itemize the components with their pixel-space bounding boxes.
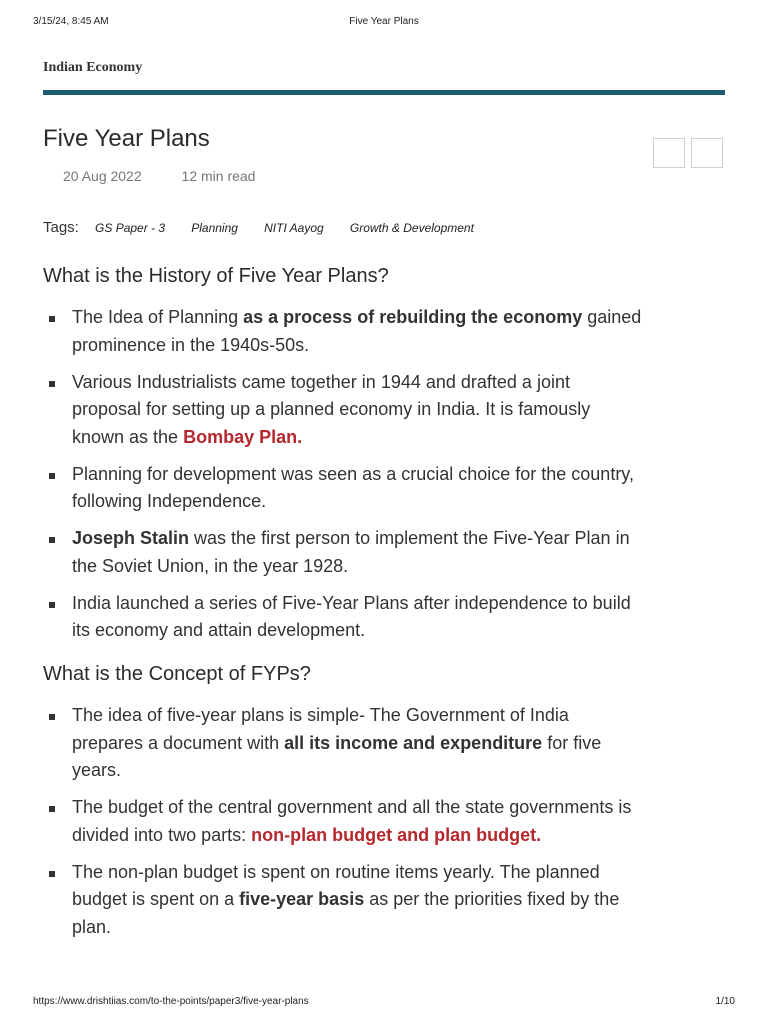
page-title: Five Year Plans	[43, 125, 210, 152]
bullet-marker	[49, 537, 55, 543]
share-button[interactable]	[691, 138, 723, 168]
section-divider	[43, 90, 725, 95]
list-item	[43, 702, 643, 785]
text-segment: was the first person to implement the Five-Year Plan in the Soviet Union, in the year 1928.	[72, 528, 630, 576]
list-item	[43, 859, 643, 942]
highlight-text: Bombay Plan.	[183, 426, 303, 447]
bold-text: Joseph Stalin	[72, 528, 190, 548]
history-list	[43, 304, 643, 654]
list-item	[43, 369, 643, 452]
text-segment: as per the priorities fixed by the plan.	[72, 889, 620, 937]
text-segment: The Idea of Planning	[72, 307, 244, 327]
print-title: Five Year Plans	[349, 16, 419, 27]
text-segment: The idea of five-year plans is simple- The Government of India prepares a document with	[72, 705, 569, 753]
section-heading-concept: What is the Concept of FYPs?	[43, 663, 311, 685]
bullet-marker	[49, 381, 55, 387]
article-meta	[63, 168, 255, 184]
text-segment: The budget of the central government and all the state governments is divided into two parts:	[72, 797, 632, 845]
article-date: 20 Aug 2022	[63, 168, 142, 184]
list-item	[43, 461, 643, 516]
text-segment: Various Industrialists came together in 1944 and drafted a joint proposal for setting up a planned economy in India. It is famously known as the	[72, 371, 591, 447]
share-button[interactable]	[653, 138, 685, 168]
bullet-marker	[49, 316, 55, 322]
list-item	[43, 590, 643, 645]
bullet-marker	[49, 602, 55, 608]
list-item	[43, 794, 643, 849]
text-segment: India launched a series of Five-Year Plans after independence to build its economy and attain development.	[72, 592, 631, 640]
bullet-marker	[49, 871, 55, 877]
bold-text: all its income and expenditure	[284, 732, 543, 753]
bold-text: five-year basis	[239, 889, 365, 909]
print-header	[33, 16, 735, 30]
tags-row	[43, 219, 474, 236]
print-url: https://www.drishtiias.com/to-the-points/paper3/five-year-plans	[33, 996, 309, 1007]
concept-list	[43, 702, 643, 951]
text-segment: gained prominence in the 1940s-50s.	[72, 307, 642, 355]
tag-link[interactable]: Growth & Development	[349, 221, 474, 235]
tag-link[interactable]: GS Paper - 3	[95, 221, 166, 235]
tag-link[interactable]: NITI Aayog	[264, 221, 324, 235]
print-datetime: 3/15/24, 8:45 AM	[33, 16, 109, 27]
section-heading-history: What is the History of Five Year Plans?	[43, 265, 389, 287]
bullet-marker	[49, 714, 55, 720]
text-segment: Planning for development was seen as a crucial choice for the country, following Independence.	[72, 463, 634, 511]
list-item	[43, 525, 643, 580]
bold-text: as a process of rebuilding the economy	[243, 307, 583, 327]
tag-link[interactable]: Planning	[191, 221, 238, 235]
text-segment: The non-plan budget is spent on routine items yearly. The planned budget is spent on a	[72, 861, 600, 909]
print-footer	[33, 996, 735, 1010]
list-item	[43, 304, 643, 359]
tags-label: Tags:	[43, 219, 79, 236]
highlight-text: non-plan budget and plan budget.	[251, 824, 542, 845]
read-time: 12 min read	[181, 168, 256, 184]
section-label[interactable]: Indian Economy	[43, 60, 143, 75]
bullet-marker	[49, 806, 55, 812]
page-number: 1/10	[715, 996, 735, 1007]
text-segment: for five years.	[72, 732, 602, 780]
bullet-marker	[49, 473, 55, 479]
